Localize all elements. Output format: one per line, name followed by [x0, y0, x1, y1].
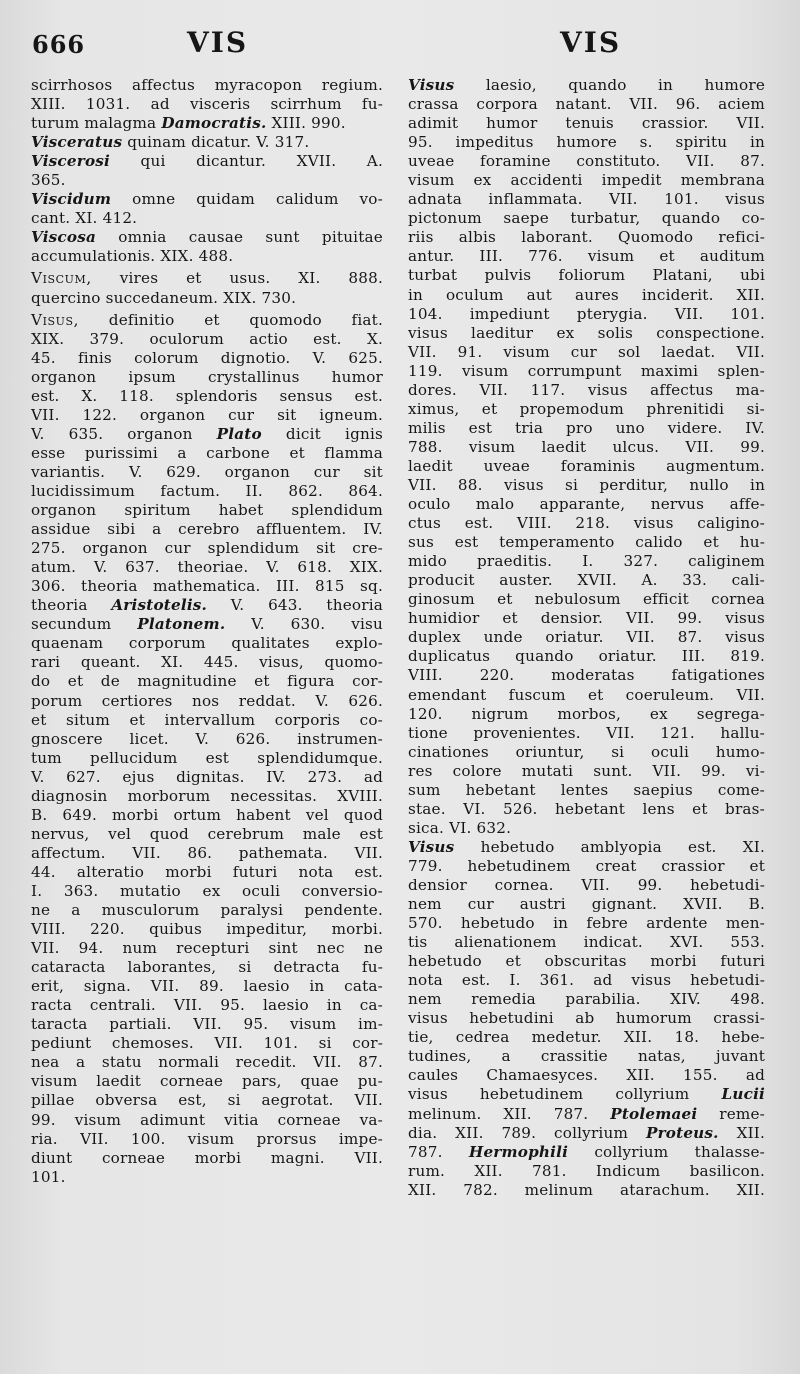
text-line: 365.: [31, 171, 66, 190]
text-line: VII. 88. visus si perditur, nullo in: [408, 475, 766, 494]
page-header: [32, 26, 782, 66]
text-line: sus est temperamento calido et hu-: [408, 533, 766, 552]
text-line: esse purissimi a carbone et flamma: [31, 443, 383, 462]
text-line: quercino succedaneum. XIX. 730.: [31, 288, 297, 307]
text-line: tudines, a crassitie natas, juvant: [408, 1047, 766, 1066]
text-line: caules Chamaesyces. XII. 155. ad: [408, 1066, 765, 1085]
text-line: turbat pulvis foliorum Platani, ubi: [408, 266, 766, 285]
text-line: secundum Platonem. V. 630. visu: [31, 615, 384, 634]
text-line: scirrhosos affectus myracopon regium.: [31, 76, 383, 94]
text-line: turum malagma Damocratis. XIII. 990.: [31, 114, 346, 133]
text-line: cinationes oriuntur, si oculi humo-: [408, 742, 766, 761]
text-line: VII. 91. visum cur sol laedat. VII.: [408, 342, 765, 361]
text-line: nea a statu normali recedit. VII. 87.: [31, 1053, 384, 1072]
text-line: tione provenientes. VII. 121. hallu-: [408, 723, 766, 742]
text-line: tum pellucidum est splendidumque.: [31, 748, 383, 767]
text-line: affectum. VII. 86. pathemata. VII.: [31, 843, 384, 862]
text-line: duplicatus quando oriatur. III. 819.: [408, 647, 766, 666]
text-line: pictonum saepe turbatur, quando co-: [408, 209, 766, 228]
text-line: Viscerosi qui dicantur. XVII. A.: [31, 152, 383, 171]
text-line: visum ex accidenti impedit membrana: [408, 171, 766, 190]
text-line: assidue sibi a cerebro affluentem. IV.: [31, 520, 384, 539]
text-line: VIII. 220. quibus impeditur, morbi.: [31, 920, 383, 939]
text-line: I. 363. mutatio ex oculi conversio-: [31, 881, 383, 900]
text-line: 95. impeditus humore s. spiritu in: [408, 133, 766, 152]
right-column: [408, 76, 765, 1200]
text-line: et situm et intervallum corporis co-: [31, 710, 384, 729]
text-line: visus hebetudini ab humorum crassi-: [408, 1009, 766, 1028]
text-line: ne a musculorum paralysi pendente.: [31, 901, 384, 920]
text-line: 119. visum corrumpunt maximi splen-: [408, 361, 765, 380]
text-line: Visceratus quinam dicatur. V. 317.: [31, 133, 310, 152]
text-line: hebetudo et obscuritas morbi futuri: [408, 952, 765, 971]
text-line: 570. hebetudo in febre ardente men-: [408, 914, 766, 933]
text-line: adimit humor tenuis crassior. VII.: [408, 114, 766, 133]
text-line: laedit uveae foraminis augmentum.: [408, 456, 766, 475]
text-line: res colore mutati sunt. VII. 99. vi-: [408, 761, 766, 780]
text-line: diagnosin morborum necessitas. XVIII.: [31, 786, 384, 805]
text-line: rum. XII. 781. Indicum basilicon.: [408, 1161, 766, 1180]
text-line: quaenam corporum qualitates explo-: [31, 634, 384, 653]
text-line: nem remedia parabilia. XIV. 498.: [408, 990, 765, 1009]
text-line: stae. VI. 526. hebetant lens et bras-: [408, 799, 765, 818]
text-line: 779. hebetudinem creat crassior et: [408, 856, 766, 875]
text-line: est. X. 118. splendoris sensus est.: [31, 386, 383, 405]
text-line: sum hebetant lentes saepius come-: [408, 780, 765, 799]
text-line: rari queant. XI. 445. visus, quomo-: [31, 653, 384, 672]
text-line: 787. Hermophili collyrium thalasse-: [408, 1142, 766, 1161]
text-line: adnata inflammata. VII. 101. visus: [408, 190, 765, 209]
text-line: ginosum et nebulosum efficit cornea: [408, 590, 766, 609]
text-line: 104. impediunt pterygia. VII. 101.: [408, 304, 766, 323]
text-line: melinum. XII. 787. Ptolemaei reme-: [408, 1104, 766, 1123]
text-line: riis albis laborant. Quomodo refici-: [408, 228, 766, 247]
text-line: producit auster. XVII. A. 33. cali-: [408, 571, 765, 590]
text-line: Viscosa omnia causae sunt pituitae: [31, 228, 383, 247]
text-line: taracta partiali. VII. 95. visum im-: [31, 1015, 384, 1034]
text-line: nervus, vel quod cerebrum male est: [31, 824, 384, 843]
text-line: racta centrali. VII. 95. laesio in ca-: [31, 996, 383, 1015]
text-line: lucidissimum factum. II. 862. 864.: [31, 481, 384, 500]
text-line: visus hebetudinem collyrium Lucii: [408, 1085, 766, 1104]
text-line: densior cornea. VII. 99. hebetudi-: [408, 875, 766, 894]
text-line: 99. visum adimunt vitia corneae va-: [31, 1110, 384, 1129]
text-line: XII. 782. melinum atarachum. XII.: [408, 1180, 766, 1199]
text-line: V. 627. ejus dignitas. IV. 273. ad: [31, 767, 383, 786]
running-head-right: VIS: [560, 26, 622, 59]
text-line: XIX. 379. oculorum actio est. X.: [31, 329, 384, 348]
text-line: tie, cedrea medetur. XII. 18. hebe-: [408, 1028, 766, 1047]
text-line: VII. 122. organon cur sit igneum.: [31, 405, 384, 424]
text-line: ctus est. VIII. 218. visus caligino-: [408, 514, 765, 533]
text-line: Visus laesio, quando in humore: [408, 76, 766, 94]
text-line: porum certiores nos reddat. V. 626.: [31, 691, 384, 710]
text-line: atum. V. 637. theoriae. V. 618. XIX.: [31, 558, 383, 577]
text-line: uveae foramine constituto. VII. 87.: [408, 152, 766, 171]
text-line: sica. VI. 632.: [408, 818, 512, 837]
text-line: organon spiritum habet splendidum: [31, 501, 384, 520]
text-line: do et de magnitudine et figura cor-: [31, 672, 384, 691]
text-line: milis est tria pro uno videre. IV.: [408, 418, 766, 437]
text-line: 120. nigrum morbos, ex segrega-: [408, 704, 765, 723]
text-line: crassa corpora natant. VII. 96. aciem: [408, 95, 765, 114]
text-line: diunt corneae morbi magni. VII.: [31, 1148, 384, 1167]
text-line: 45. finis colorum dignotio. V. 625.: [31, 348, 383, 367]
text-line: visum laedit corneae pars, quae pu-: [31, 1072, 383, 1091]
text-line: Viscum, vires et usus. XI. 888.: [31, 269, 384, 288]
text-line: variantis. V. 629. organon cur sit: [31, 462, 383, 481]
text-line: humidior et densior. VII. 99. visus: [408, 609, 766, 628]
text-line: cant. XI. 412.: [31, 209, 138, 228]
text-line: 275. organon cur splendidum sit cre-: [31, 539, 383, 558]
text-line: Viscidum omne quidam calidum vo-: [31, 190, 383, 209]
text-line: VIII. 220. moderatas fatigationes: [408, 666, 765, 685]
text-line: B. 649. morbi ortum habent vel quod: [31, 805, 384, 824]
text-line: pillae obversa est, si aegrotat. VII.: [31, 1091, 384, 1110]
text-line: erit, signa. VII. 89. laesio in cata-: [31, 977, 383, 996]
text-line: gnoscere licet. V. 626. instrumen-: [31, 729, 384, 748]
text-line: dores. VII. 117. visus affectus ma-: [408, 380, 765, 399]
text-line: antur. III. 776. visum et auditum: [408, 247, 766, 266]
text-line: pediunt chemoses. VII. 101. si cor-: [31, 1034, 384, 1053]
text-line: duplex unde oriatur. VII. 87. visus: [408, 628, 765, 647]
text-line: Visus, definitio et quomodo fiat.: [31, 310, 384, 329]
text-line: V. 635. organon Plato dicit ignis: [31, 424, 384, 443]
text-line: mido praeditis. I. 327. caliginem: [408, 552, 765, 571]
text-line: organon ipsum crystallinus humor: [31, 367, 384, 386]
text-line: visus laeditur ex solis conspectione.: [408, 323, 766, 342]
text-line: tis alienationem indicat. XVI. 553.: [408, 933, 765, 952]
text-line: cataracta laborantes, si detracta fu-: [31, 958, 384, 977]
text-line: in oculum aut aures inciderit. XII.: [408, 285, 765, 304]
left-column: [31, 76, 383, 1187]
text-line: Visus hebetudo amblyopia est. XI.: [408, 837, 765, 856]
text-line: nota est. I. 361. ad visus hebetudi-: [408, 971, 766, 990]
text-line: VII. 94. num recepturi sint nec ne: [31, 939, 384, 958]
text-line: theoria Aristotelis. V. 643. theoria: [31, 596, 384, 615]
running-head-left: VIS: [187, 26, 249, 59]
text-line: 101.: [31, 1167, 66, 1186]
text-line: nem cur austri gignant. XVII. B.: [408, 895, 765, 914]
text-line: 306. theoria mathematica. III. 815 sq.: [31, 577, 383, 596]
text-line: accumulationis. XIX. 488.: [31, 247, 234, 266]
text-line: emendant fuscum et coeruleum. VII.: [408, 685, 766, 704]
text-line: ria. VII. 100. visum prorsus impe-: [31, 1129, 383, 1148]
text-line: ximus, et propemodum phrenitidi si-: [408, 399, 765, 418]
text-line: 44. alteratio morbi futuri nota est.: [31, 862, 384, 881]
page-number: 666: [32, 30, 86, 59]
text-line: dia. XII. 789. collyrium Proteus. XII.: [408, 1123, 766, 1142]
text-line: XIII. 1031. ad visceris scirrhum fu-: [31, 95, 384, 114]
text-line: oculo malo apparante, nervus affe-: [408, 495, 766, 514]
text-line: 788. visum laedit ulcus. VII. 99.: [408, 437, 765, 456]
